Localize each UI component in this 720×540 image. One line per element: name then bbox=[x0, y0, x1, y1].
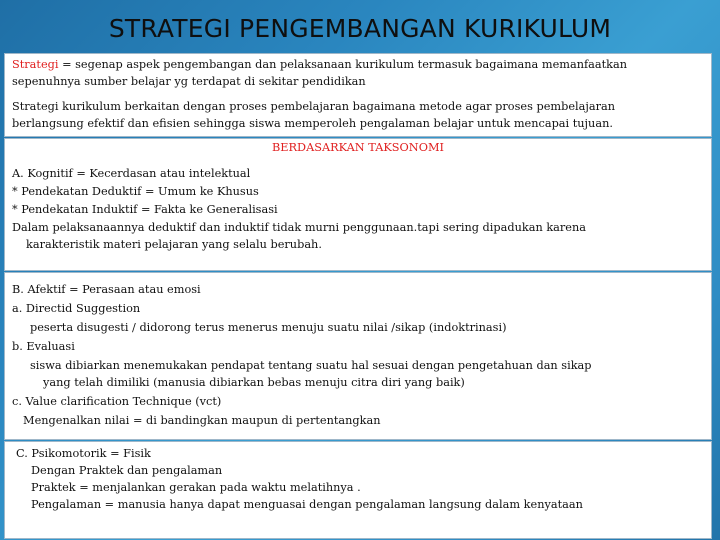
psikomotorik-box bbox=[4, 441, 712, 539]
afektif-heading: B. Afektif = Perasaan atau emosi bbox=[12, 283, 201, 296]
kognitif-heading: A. Kognitif = Kecerdasan atau intelektual bbox=[12, 167, 251, 180]
induktif-line: * Pendekatan Induktif = Fakta ke Generalisasi bbox=[12, 203, 278, 216]
definition-line-1 bbox=[12, 56, 627, 73]
kognitif-box bbox=[4, 138, 712, 271]
vct-heading: c. Value clarification Technique (vct) bbox=[12, 395, 222, 408]
evaluasi-text-1: siswa dibiarkan menemukakan pendapat tentang suatu hal sesuai dengan pengetahuan dan sikap bbox=[30, 359, 592, 372]
kognitif-note-line-1: Dalam pelaksanaannya deduktif dan induktif tidak murni penggunaan.tapi sering dipadukan karena bbox=[12, 221, 587, 234]
strategi-keyword: Strategi bbox=[12, 58, 59, 71]
vct-text: Mengenalkan nilai = di bandingkan maupun di pertentangkan bbox=[23, 414, 381, 427]
definition-line-1-text: = segenap aspek pengembangan dan pelaksanaan kurikulum termasuk bagaimana memanfaatkan bbox=[58, 58, 628, 71]
evaluasi-heading: b. Evaluasi bbox=[12, 340, 75, 353]
deduktif-line: * Pendekatan Deduktif = Umum ke Khusus bbox=[12, 185, 259, 198]
taksonomi-heading: BERDASARKAN TAKSONOMI bbox=[272, 141, 444, 154]
strategy-line-2: berlangsung efektif dan efisien sehingga siswa memperoleh pengalaman belajar untuk mencapai tujuan. bbox=[12, 117, 613, 130]
strategy-line-1: Strategi kurikulum berkaitan dengan proses pembelajaran bagaimana metode agar proses pembelajaran bbox=[12, 100, 616, 113]
psikomotorik-line-2: Praktek = menjalankan gerakan pada waktu melatihnya . bbox=[31, 481, 361, 494]
slide-title: STRATEGI PENGEMBANGAN KURIKULUM bbox=[108, 14, 612, 43]
psikomotorik-line-3: Pengalaman = manusia hanya dapat menguasai dengan pengalaman langsung dalam kenyataan bbox=[31, 498, 583, 511]
psikomotorik-heading: C. Psikomotorik = Fisik bbox=[16, 447, 151, 460]
psikomotorik-line-1: Dengan Praktek dan pengalaman bbox=[31, 464, 223, 477]
definition-box bbox=[4, 53, 712, 137]
kognitif-note-line-2: karakteristik materi pelajaran yang selalu berubah. bbox=[26, 238, 322, 251]
evaluasi-text-2: yang telah dimiliki (manusia dibiarkan bebas menuju citra diri yang baik) bbox=[43, 376, 465, 389]
directid-text: peserta disugesti / didorong terus menerus menuju suatu nilai /sikap (indoktrinasi) bbox=[30, 321, 507, 334]
definition-line-2: sepenuhnya sumber belajar yg terdapat di sekitar pendidikan bbox=[12, 75, 366, 88]
directid-heading: a. Directid Suggestion bbox=[12, 302, 141, 315]
afektif-box bbox=[4, 272, 712, 440]
